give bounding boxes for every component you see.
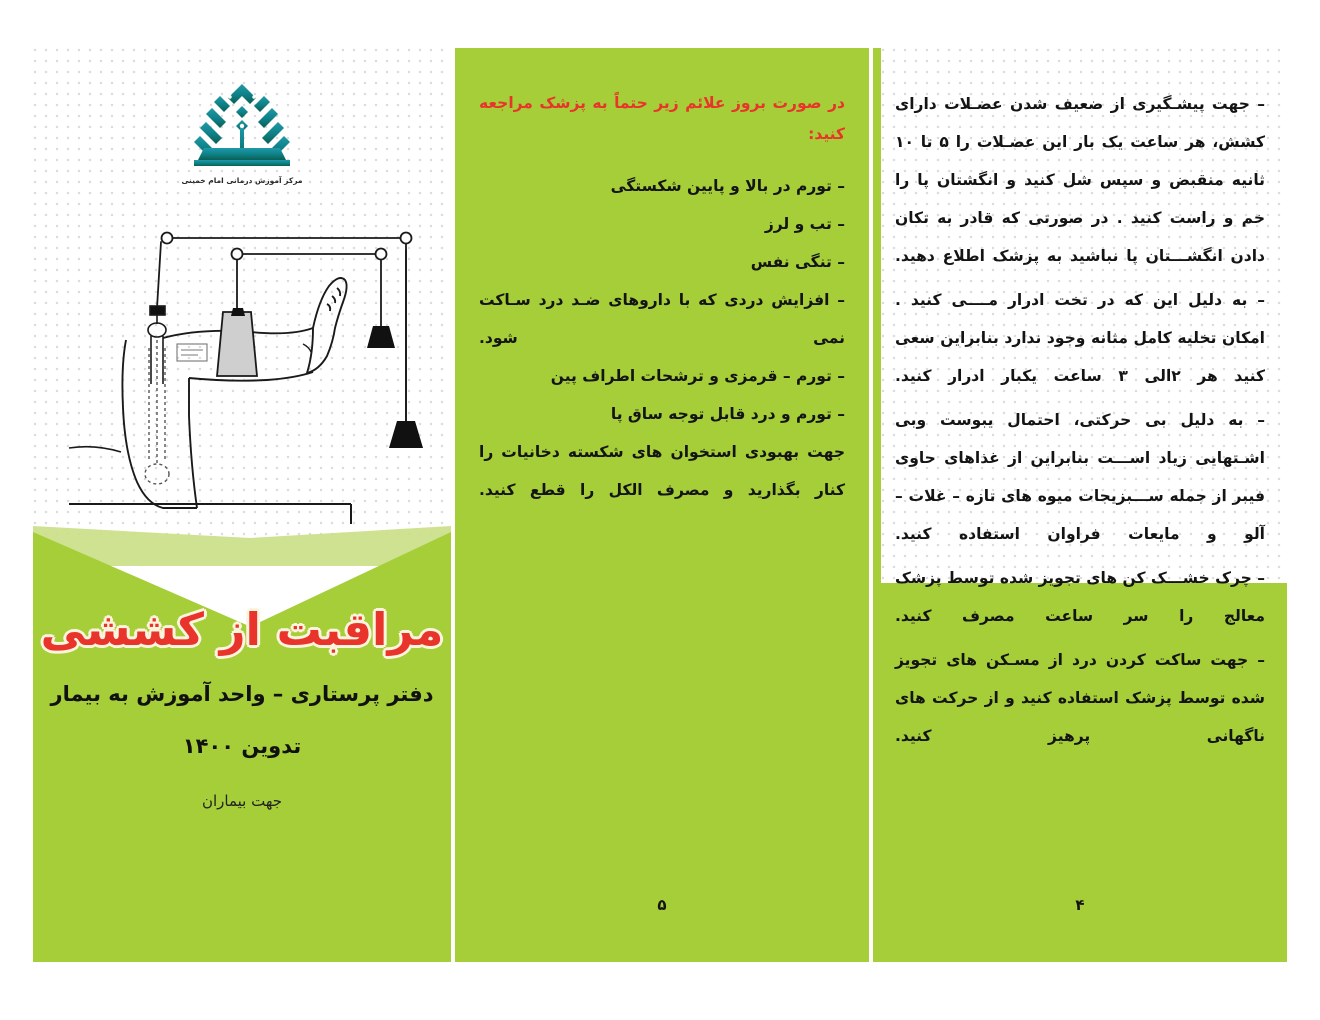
care-paragraph: – جهت ساکت کردن درد از مسـکن های تجویز شده توسط پزشک استفاده کنید و از حرکت های ناگهانی پرهیز کنید.: [895, 650, 1265, 745]
page-number-5: ۵: [657, 896, 667, 914]
care-paragraph: – جهت پیشـگیری از ضعیف شدن عضـلات دارای کشش، هر ساعت یک بار این عضـلات را ۵ تا ۱۰ ثانیه منقبض و سپس شل کنید و انگشتان پا را خم و راست کنید . در صورتی که قادر به تکان دادن انگشـــتان پا نباشید به پزشک اطلاع دهید.: [895, 95, 1266, 265]
cover-audience: جهت بیماران: [201, 791, 283, 810]
panel-page-4: [873, 48, 1287, 962]
middle-panel-closing: جهت بهبودی استخوان های شکسته دخانیات را کنار بگذارید و مصرف الکل را قطع کنید.: [479, 442, 845, 499]
warning-item: – تب و لرز: [764, 214, 845, 233]
middle-panel-content: [479, 88, 845, 510]
care-paragraph: – به دلیل بی حرکتی، احتمال یبوست وبی اشـتهایی زیاد اســـت بنابراین از غذاهای حاوی فیبر از جمله ســـبزیجات میوه های تازه – غلات – آلو و مایعات فراوان استفاده کنید.: [895, 410, 1265, 543]
cover-year: تدوین ۱۴۰۰: [182, 733, 302, 758]
care-paragraph: – چرک خشـــک کن های تجویز شده توسط پزشک معالج را سر ساعت مصرف کنید.: [895, 568, 1265, 625]
panel-page-5: [455, 48, 869, 962]
page-title: مراقبت از کششی: [40, 603, 444, 656]
warning-item: – تورم در بالا و پایین شکستگی: [610, 177, 845, 195]
warning-item: – تورم و درد قابل توجه ساق پا: [610, 404, 845, 423]
logo-caption: مرکز آموزش درمانی امام خمینی: [181, 176, 303, 185]
warning-item: – تورم – قرمزی و ترشحات اطراف پین: [550, 366, 845, 385]
ministry-of-health-emblem-icon: [182, 80, 302, 172]
traction-diagram-icon: [51, 216, 441, 526]
warning-heading: در صورت بروز علائم زیر حتماً به پزشک مراجعه کنید:: [479, 94, 845, 143]
warning-item: – تنگی نفس: [750, 252, 845, 271]
care-paragraph: – به دلیل این که در تخت ادرار مــــی کنید . امکان تخلیه کامل مثانه وجود ندارد بنابراین سعی کنید هر ۲الی ۳ ساعت یکبار ادرار کنید.: [895, 290, 1265, 385]
warning-item: – افزایش دردی که با داروهای ضـد درد سـاکت نمی شود.: [479, 290, 845, 347]
cover-text-group: [33, 604, 451, 810]
cover-panel: [33, 48, 451, 962]
page-number-4: ۴: [1075, 896, 1085, 914]
leg-traction-illustration: [51, 216, 441, 526]
cover-department: دفتر پرستاری – واحد آموزش به بیمار: [50, 681, 434, 706]
right-panel-content: [895, 86, 1265, 761]
organization-logo: [33, 80, 451, 185]
